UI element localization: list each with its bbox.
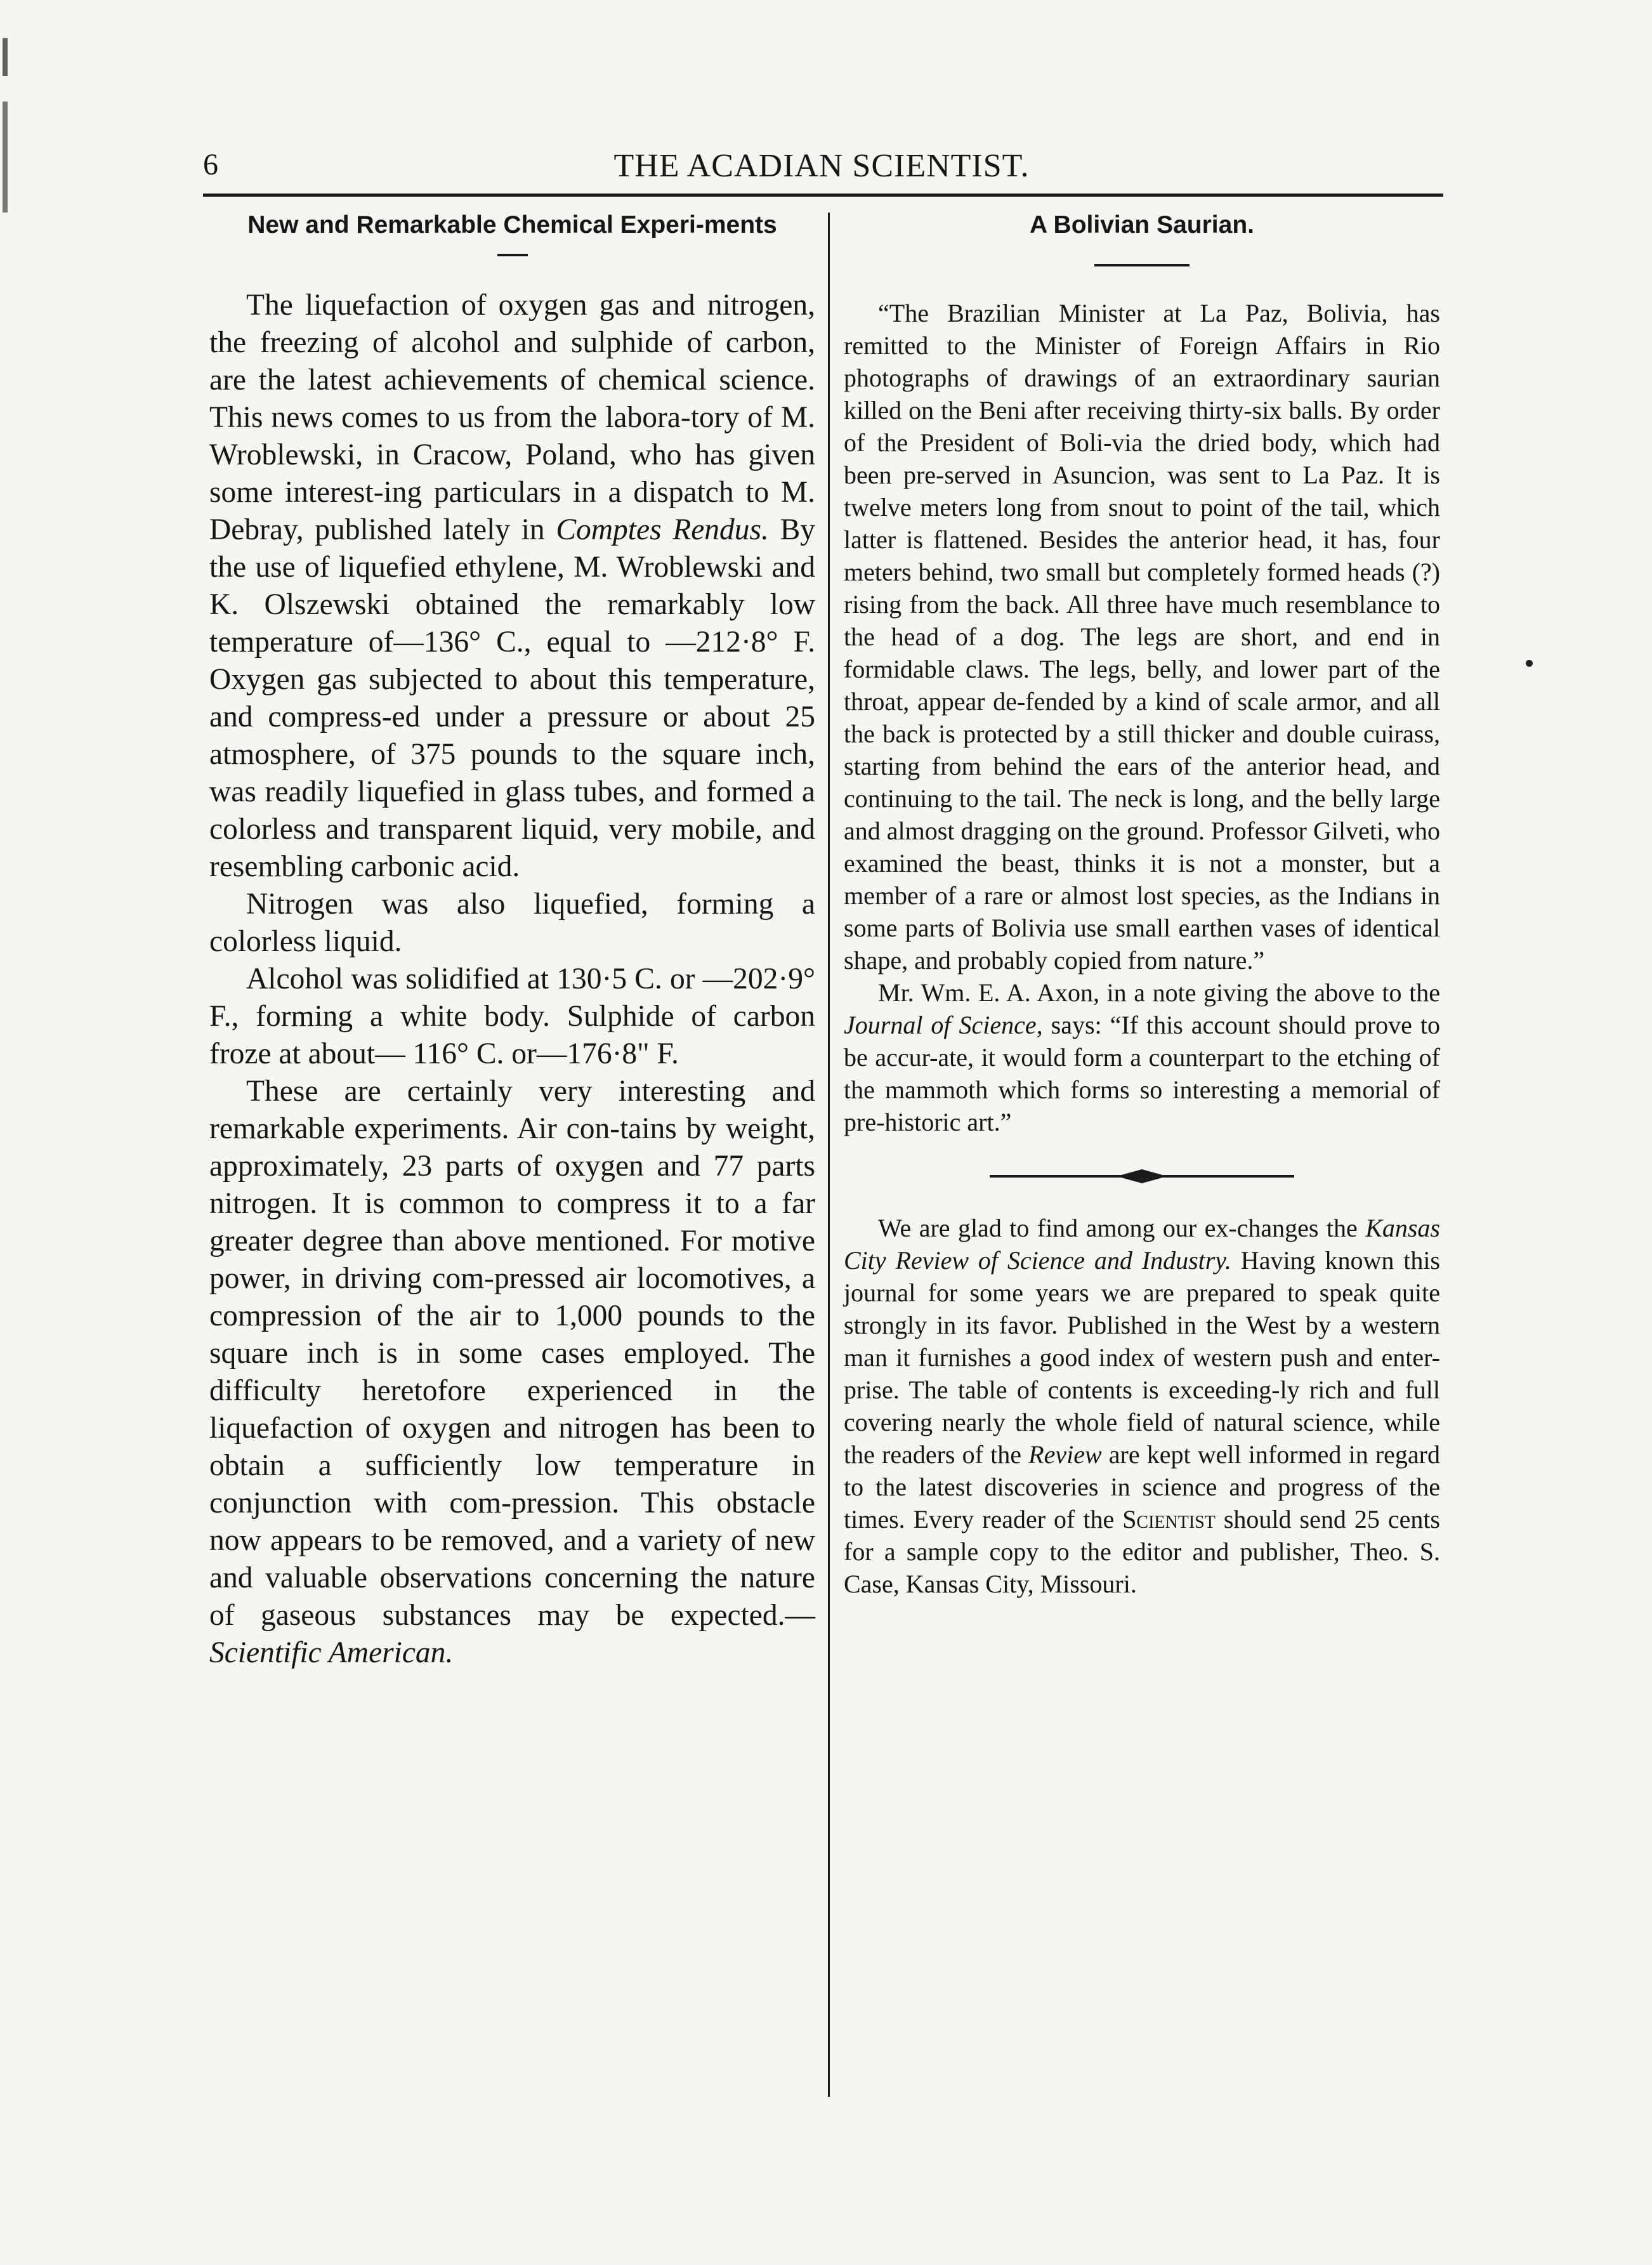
text-run: Having known this journal for some years we are prepared to speak quite strongly in its favor. Published in the West by a western man it furnishes a good index of western push and enter-prise. The table of contents is exceeding-ly rich and full covering nearly the whole field of natural science, while the readers of the bbox=[844, 1246, 1440, 1469]
ornament-line bbox=[1161, 1175, 1294, 1178]
running-title: THE ACADIAN SCIENTIST. bbox=[613, 148, 1030, 184]
ornament-line bbox=[990, 1175, 1123, 1178]
text-run: The liquefaction of oxygen gas and nitrogen, the freezing of alcohol and sulphide of carbon, are the latest achievements of chemical science. This news comes to us from the labora-tory of M. Wroblewski, in Cracow, Poland, who has given some interest-ing particulars in a dispatch to M. Debray, published lately in bbox=[209, 289, 815, 546]
paragraph bbox=[209, 1073, 815, 1672]
ink-speck bbox=[1526, 660, 1533, 667]
paragraph: “The Brazilian Minister at La Paz, Bolivia, has remitted to the Minister of Foreign Affairs in Rio photographs of drawings of an extraordinary saurian killed on the Beni after receiving thirty-six balls. By order of the President of Boli-via the dried body, which had been pre-served in Asuncion, was sent to La Paz. It is twelve meters long from snout to point of the tail, which latter is flattened. Besides the anterior head, it has, four meters behind, two small but completely formed heads (?) rising from the back. All three have much resemblance to the head of a dog. The legs are short, and end in formidable claws. The legs, belly, and lower part of the throat, appear de-fended by a kind of scale armor, and all the back is protected by a still thicker and double cuirass, starting from behind the ears of the anterior head, and continuing to the tail. The neck is long, and the belly large and almost dragging on the ground. Professor Gilveti, who examined the beast, thinks it is not a monster, but a member of a rare or almost lost species, as the Indians in some parts of Bolivia use small earthen vases of identical shape, and probably copied from nature.” bbox=[844, 299, 1440, 975]
column-divider bbox=[828, 213, 830, 2097]
title-rule bbox=[497, 254, 528, 256]
publication-title: Journal of Science, bbox=[844, 1011, 1043, 1039]
paragraph: Alcohol was solidified at 130·5 C. or —202·9° F., forming a white body. Sulphide of carbon froze at about— 116° C. or—176·8" F. bbox=[209, 962, 815, 1070]
article-title-chemical: New and Remarkable Chemical Experi-ments bbox=[247, 211, 777, 239]
publication-title: Kansas City Review of Science and Industry. bbox=[844, 1214, 1440, 1275]
article-body-saurian bbox=[844, 297, 1440, 1138]
publication-title: Review bbox=[1028, 1440, 1102, 1469]
article-title-saurian: A Bolivian Saurian. bbox=[1030, 211, 1254, 239]
paragraph bbox=[844, 976, 1440, 1138]
paragraph: Nitrogen was also liquefied, forming a colorless liquid. bbox=[209, 888, 815, 958]
text-run: should send 25 cents for a sample copy to the editor and publisher, Theo. S. Case, Kansas City, Missouri. bbox=[844, 1505, 1440, 1598]
section-ornament bbox=[990, 1164, 1294, 1189]
publication-title: Comptes Rendus. bbox=[556, 513, 769, 546]
page-number: 6 bbox=[203, 148, 218, 181]
exchanges-note bbox=[844, 1212, 1440, 1600]
page-header bbox=[203, 147, 1440, 192]
text-run: are kept well informed in regard to the latest discoveries in science and progress of the times. Every reader of the bbox=[844, 1440, 1440, 1533]
ornament-diamond-icon bbox=[1117, 1169, 1167, 1183]
title-rule bbox=[1094, 264, 1190, 266]
source-citation: Scientific American. bbox=[209, 1636, 454, 1669]
article-body-chemical bbox=[209, 287, 815, 1672]
text-run: We are glad to find among our ex-changes the bbox=[878, 1214, 1366, 1242]
paragraph bbox=[844, 1212, 1440, 1600]
right-column bbox=[844, 209, 1440, 1600]
text-run: By the use of liquefied ethylene, M. Wroblewski and K. Olszewski obtained the remarkably low temperature of—136° C., equal to —212·8° F. Oxygen gas subjected to about this temperature, and compress-ed under a pressure or about 25 atmosphere, of 375 pounds to the square inch, was readily liquefied in glass tubes, and formed a colorless and transparent liquid, very mobile, and resembling carbonic acid. bbox=[209, 513, 815, 883]
page-edge-mark bbox=[3, 38, 8, 355]
text-run: These are certainly very interesting and remarkable experiments. Air con-tains by weight, approximately, 23 parts of oxygen and 77 parts nitrogen. It is common to compress it to a far greater degree than above mentioned. For motive power, in driving com-pressed air locomotives, a compression of the air to 1,000 pounds to the square inch is in some cases employed. The difficulty heretofore experienced in the liquefaction of oxygen and nitrogen has been to obtain a sufficiently low temperature in conjunction with com-pression. This obstacle now appears to be removed, and a variety of new and valuable observations concerning the nature of gaseous substances may be expected.— bbox=[209, 1075, 815, 1632]
text-run: says: “If this account should prove to be accur-ate, it would form a counterpart to the etching of the mammoth which forms so interesting a memorial of pre-historic art.” bbox=[844, 1011, 1440, 1136]
header-rule bbox=[203, 194, 1443, 197]
paragraph bbox=[209, 287, 815, 886]
text-run: Mr. Wm. E. A. Axon, in a note giving the above to the bbox=[878, 978, 1440, 1007]
journal-name: Scientist bbox=[1122, 1505, 1216, 1533]
left-column bbox=[209, 209, 815, 1672]
